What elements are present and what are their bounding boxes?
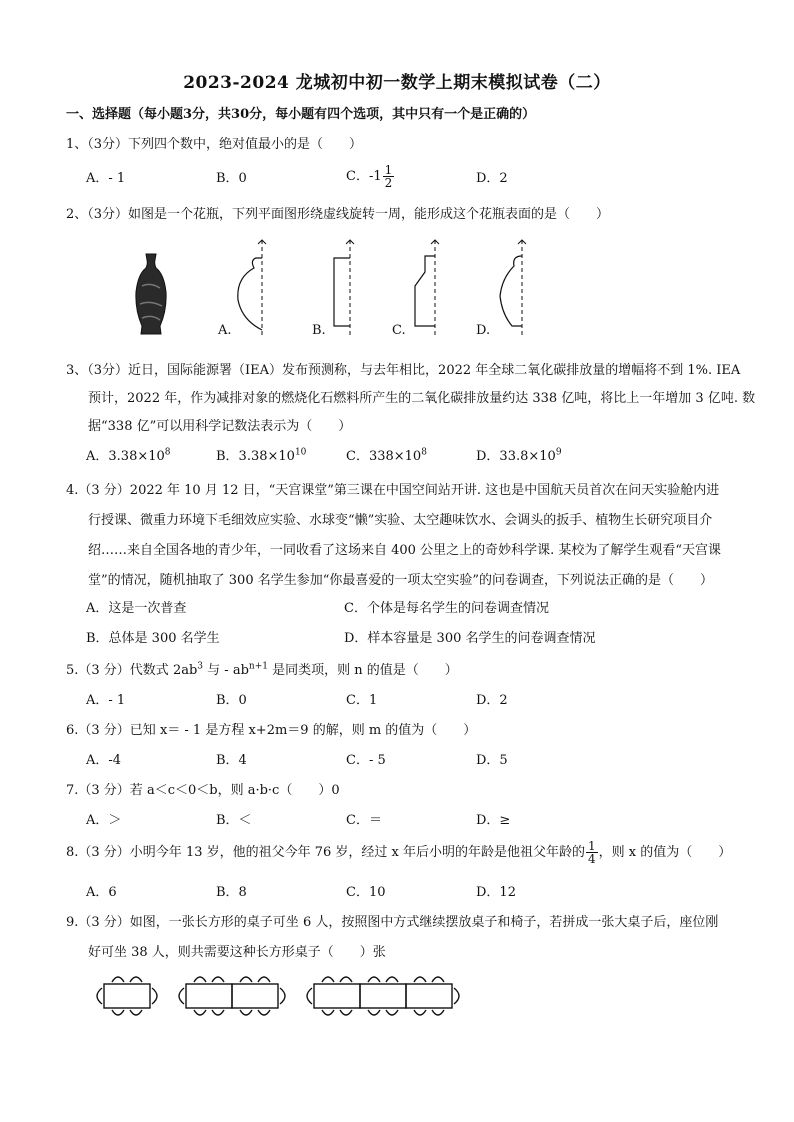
q1-option-c: C．-1 $\frac{1}{2}$ xyxy=(346,163,393,190)
page-title: 2023-2024 龙城初中初一数学上期末模拟试卷（二） xyxy=(183,73,611,93)
question-7-stem: 7.（3 分）若 a＜c＜0＜b，则 a·b·c（ ）0 xyxy=(66,783,340,798)
q5-option-a: A．- 1 xyxy=(86,693,126,708)
q3-option-a: A．$3.38\times 10^8$ xyxy=(86,447,171,464)
q6-option-b: B．4 xyxy=(216,753,247,768)
question-4-line-2: 行授课、微重力环境下毛细效应实验、水球变“懒”实验、太空趣味饮水、会调头的扳手、植物生长研究项目介 xyxy=(88,513,713,528)
question-1-stem: 1、（3分）下列四个数中，绝对值最小的是（ ） xyxy=(66,137,363,152)
q7-option-a: A．＞ xyxy=(86,813,122,828)
question-3-line-2: 预计，2022 年，作为减排对象的燃烧化石燃料所产生的二氧化碳排放量约达 338 亿吨，将比上一年增加 3 亿吨. 数 xyxy=(88,391,756,406)
option-a-shape xyxy=(232,238,272,338)
q5-option-c: C．1 xyxy=(346,693,378,708)
question-8-stem: 8.（3 分）小明今年 13 岁，他的祖父今年 76 岁，经过 x 年后小明的年龄是他祖父年龄的 $\frac{1}{4}$ ，则 x 的值为（ ） xyxy=(66,839,732,866)
q7-option-c: C．＝ xyxy=(346,813,382,828)
q5-option-d: D．2 xyxy=(476,693,508,708)
q2-option-b: B. xyxy=(312,323,326,338)
q2-option-c: C. xyxy=(392,323,406,338)
q8-option-a: A．6 xyxy=(86,885,117,900)
question-5-stem: 5.（3 分）代数式 $2ab^3$ 与 - $ab^{n+1}$ 是同类项，则 n 的值是（ ） xyxy=(66,661,458,678)
q2-option-d: D. xyxy=(476,323,491,338)
q4-option-a: A．这是一次普查 xyxy=(86,601,187,616)
question-4-line-4: 堂”的情况，随机抽取了 300 名学生参加“你最喜爱的一项太空实验”的问卷调查，下列说法正确的是（ ） xyxy=(88,573,714,588)
q4-option-b: B．总体是 300 名学生 xyxy=(86,631,220,646)
q4-option-d: D．样本容量是 300 名学生的问卷调查情况 xyxy=(344,631,596,646)
q6-option-a: A．-4 xyxy=(86,753,122,768)
q3-option-b: B．$3.38\times 10^{10}$ xyxy=(216,447,307,464)
q6-option-d: D．5 xyxy=(476,753,508,768)
question-3-line-3: 据“338 亿”可以用科学记数法表示为（ ） xyxy=(88,419,352,434)
q7-option-b: B．＜ xyxy=(216,813,252,828)
question-9-line-2: 好可坐 38 人，则共需要这种长方形桌子（ ）张 xyxy=(88,945,386,960)
question-4-line-3: 绍……来自全国各地的青少年，一同收看了这场来自 400 公里之上的奇妙科学课. 某校为了解学生观看“天宫课 xyxy=(88,543,721,558)
q6-option-c: C．- 5 xyxy=(346,753,386,768)
q3-option-c: C．$338\times 10^8$ xyxy=(346,447,427,464)
q8-option-c: C．10 xyxy=(346,885,386,900)
option-c-shape xyxy=(405,238,445,338)
q1-option-d: D．2 xyxy=(476,171,508,186)
fraction: $\frac{1}{4}$ xyxy=(588,839,596,866)
section-heading: 一、选择题（每小题3分，共30分，每小题有四个选项，其中只有一个是正确的） xyxy=(66,107,536,122)
q5-option-b: B．0 xyxy=(216,693,247,708)
question-6-stem: 6.（3 分）已知 x＝ - 1 是方程 x+2m＝9 的解，则 m 的值为（ ） xyxy=(66,723,477,738)
vase-image xyxy=(130,252,172,338)
question-4-line-1: 4.（3 分）2022 年 10 月 12 日，“天宫课堂”第三课在中国空间站开讲. 这也是中国航天员首次在问天实验舱内进 xyxy=(66,483,720,498)
q8-option-b: B．8 xyxy=(216,885,247,900)
question-2-stem: 2、（3分）如图是一个花瓶，下列平面图形绕虚线旋转一周，能形成这个花瓶表面的是（ ） xyxy=(66,207,610,222)
question-9-line-1: 9.（3 分）如图，一张长方形的桌子可坐 6 人，按照图中方式继续摆放桌子和椅子，若拼成一张大桌子后，座位刚 xyxy=(66,915,719,930)
q2-option-a: A. xyxy=(218,323,232,338)
option-d-shape xyxy=(492,238,532,338)
fraction: $\frac{1}{2}$ xyxy=(384,163,393,190)
question-3-line-1: 3、（3分）近日，国际能源署（IEA）发布预测称，与去年相比，2022 年全球二氧化碳排放量的增幅将不到 1%. IEA xyxy=(66,363,741,378)
q4-option-c: C．个体是每名学生的问卷调查情况 xyxy=(344,601,549,616)
q1-option-b: B．0 xyxy=(216,171,247,186)
q3-option-d: D．$33.8\times 10^9$ xyxy=(476,447,562,464)
q8-option-d: D．12 xyxy=(476,885,516,900)
q7-option-d: D．≥ xyxy=(476,813,511,828)
option-b-shape xyxy=(320,238,360,338)
table-arrangement-figure xyxy=(86,970,476,1022)
q1-option-a: A．- 1 xyxy=(86,171,126,186)
